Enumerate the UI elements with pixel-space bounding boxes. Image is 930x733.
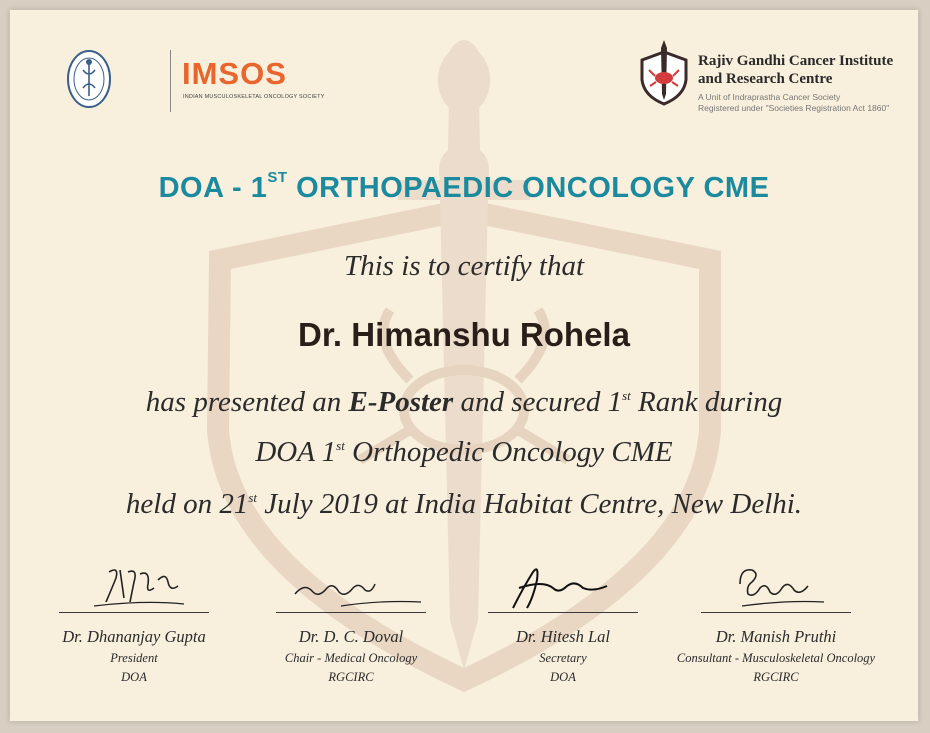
- signatory-org: DOA: [550, 670, 576, 684]
- signatory-org: RGCIRC: [753, 670, 799, 684]
- body-l1-bold: E-Poster: [348, 386, 454, 418]
- signature-2-icon: [271, 558, 431, 612]
- signatory-org: RGCIRC: [328, 670, 374, 684]
- doa-emblem-icon: [66, 48, 112, 110]
- body-line-1: [10, 386, 918, 419]
- doa-imsos-logos: [62, 42, 325, 122]
- signature-line: [488, 612, 638, 613]
- institute-sub-line1: A Unit of Indraprastha Cancer Society: [698, 92, 841, 102]
- signature-1-icon: [54, 558, 214, 612]
- signatory-name: Dr. Dhananjay Gupta: [62, 627, 206, 646]
- signatory-name: Dr. Manish Pruthi: [715, 627, 837, 646]
- signature-3-icon: [483, 558, 643, 612]
- certificate: [10, 10, 918, 721]
- signatory-role: Secretary: [539, 651, 587, 665]
- body-l1-b: and secured 1: [453, 386, 623, 418]
- signature-line: [701, 612, 851, 613]
- body-l3-sup: st: [248, 490, 258, 505]
- signatory-2: [251, 558, 451, 685]
- signatory-name: Dr. D. C. Doval: [298, 627, 404, 646]
- rgcirc-emblem-icon: [638, 38, 690, 106]
- imsos-logo: IMSOS: [182, 56, 287, 91]
- body-l2-a: DOA 1: [255, 436, 337, 468]
- imsos-subtitle: INDIAN MUSCULOSKELETAL ONCOLOGY SOCIETY: [183, 94, 325, 100]
- title-superscript: ST: [267, 169, 288, 186]
- institute-subtitle: [698, 92, 918, 114]
- signatory-name: Dr. Hitesh Lal: [516, 627, 610, 646]
- certify-text: This is to certify that: [343, 250, 585, 282]
- institute-name-line1: Rajiv Gandhi Cancer Institute: [698, 53, 894, 69]
- body-l3-a: held on 21: [125, 488, 249, 520]
- signatory-role: Consultant - Musculoskeletal Oncology: [676, 651, 876, 665]
- body-l2-sup: st: [336, 438, 345, 453]
- signatory-3: [463, 558, 663, 685]
- signature-line: [276, 612, 426, 613]
- rgcirc-logo: [638, 38, 908, 134]
- body-line-3: [10, 488, 918, 521]
- body-l1-sup: st: [622, 388, 631, 403]
- logo-divider: [170, 50, 171, 112]
- certificate-title: [10, 169, 918, 205]
- institute-sub-line2: Registered under "Societies Registration Act 1860": [698, 103, 890, 113]
- signatory-1: [34, 558, 234, 685]
- body-l1-c: Rank during: [630, 386, 783, 418]
- signatory-4: [676, 558, 876, 685]
- body-line-2: [10, 436, 918, 469]
- signature-line: [59, 612, 209, 613]
- title-prefix: DOA - 1: [158, 172, 268, 204]
- recipient-name: Dr. Himanshu Rohela: [298, 316, 630, 353]
- institute-name-line2: and Research Centre: [698, 71, 833, 87]
- institute-name: [698, 52, 918, 88]
- body-l3-b: July 2019 at India Habitat Centre, New Delhi.: [257, 488, 803, 520]
- title-rest: ORTHOPAEDIC ONCOLOGY CME: [287, 172, 770, 204]
- signatory-role: President: [110, 651, 158, 665]
- body-l2-b: Orthopedic Oncology CME: [344, 436, 673, 468]
- signature-4-icon: [696, 558, 856, 612]
- body-l1-a: has presented an: [145, 386, 349, 418]
- signatory-org: DOA: [121, 670, 147, 684]
- signatory-role: Chair - Medical Oncology: [284, 651, 418, 665]
